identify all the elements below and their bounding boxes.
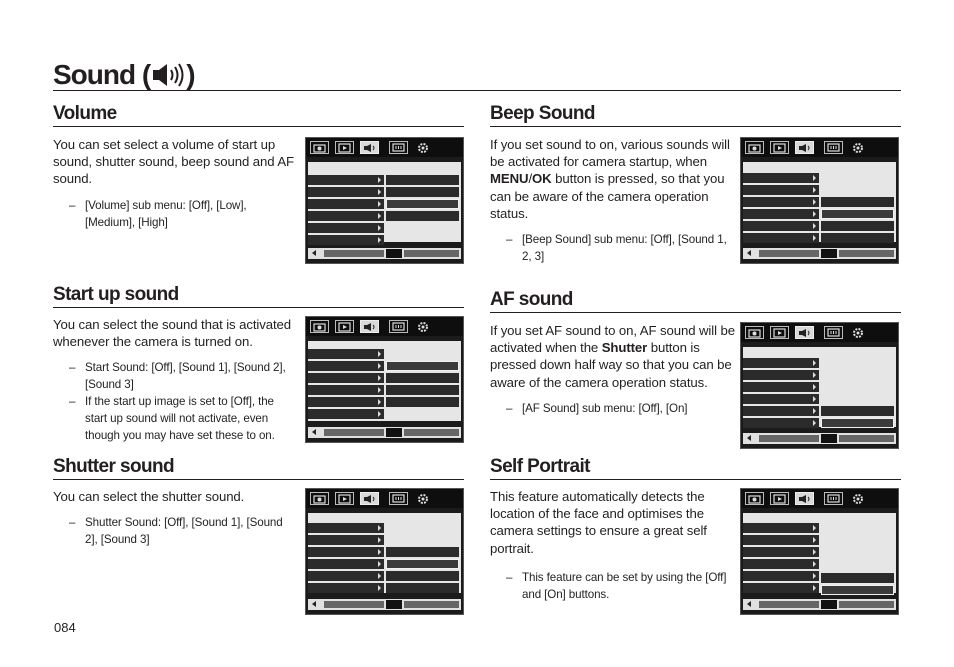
menu-key-label: MENU <box>490 171 529 187</box>
left-arrow-icon <box>747 435 751 441</box>
menu-row <box>743 370 819 380</box>
camera-mode-icon <box>745 141 764 154</box>
section-heading: Self Portrait <box>490 456 901 480</box>
menu-row <box>743 233 819 243</box>
menu-row <box>743 197 819 207</box>
playback-icon <box>335 492 354 505</box>
menu-option <box>821 197 894 207</box>
menu-row <box>308 571 384 581</box>
camera-mode-icon <box>310 141 329 154</box>
menu-row <box>308 223 384 233</box>
settings-icon <box>849 141 868 154</box>
text-part: button is pressed, so that you can be aware of the camera operation status. <box>490 171 725 221</box>
display-icon <box>824 326 843 339</box>
left-arrow-icon <box>312 429 316 435</box>
menu-bottom-bar <box>743 248 896 259</box>
menu-option <box>821 573 894 583</box>
menu-option <box>386 571 459 581</box>
menu-row <box>308 559 384 569</box>
playback-icon <box>770 141 789 154</box>
page-title-close: ) <box>186 59 195 90</box>
left-arrow-icon <box>747 601 751 607</box>
menu-option <box>386 373 459 383</box>
camera-mode-icon <box>745 326 764 339</box>
playback-icon <box>335 141 354 154</box>
menu-row <box>743 547 819 557</box>
menu-row <box>743 394 819 404</box>
settings-icon <box>414 320 433 333</box>
camera-menu-screen-shutter <box>305 488 464 615</box>
display-icon <box>824 492 843 505</box>
section-text: You can set select a volume of start up sound, shutter sound, beep sound and AF sound. <box>53 137 294 187</box>
menu-row <box>308 523 384 533</box>
menu-option-selected <box>821 418 894 428</box>
menu-row <box>308 583 384 593</box>
bullet-list <box>53 197 293 231</box>
menu-row <box>743 535 819 545</box>
bullet-list <box>53 359 293 444</box>
section-text: This feature automatically detects the location of the face and optimises the camera settings to ensure a great self portrait. <box>490 489 707 556</box>
sound-icon <box>360 492 379 505</box>
ok-key-label: OK <box>532 171 552 187</box>
camera-menu-screen-beep <box>740 137 899 264</box>
menu-row <box>743 559 819 569</box>
menu-row <box>308 199 384 209</box>
title-divider <box>53 90 901 91</box>
menu-row <box>308 187 384 197</box>
menu-option <box>386 385 459 395</box>
display-icon <box>824 141 843 154</box>
menu-row <box>743 418 819 428</box>
section-heading: AF sound <box>490 289 901 313</box>
menu-option-selected <box>386 361 459 371</box>
section-heading: Beep Sound <box>490 103 901 127</box>
menu-row <box>743 523 819 533</box>
menu-option <box>386 187 459 197</box>
menu-tabs <box>741 323 898 342</box>
menu-bottom-bar <box>308 599 461 610</box>
menu-row <box>308 397 384 407</box>
sound-icon <box>795 141 814 154</box>
menu-row <box>308 409 384 419</box>
section-text: You can select the shutter sound. <box>53 489 245 504</box>
sound-icon <box>795 326 814 339</box>
bullet-item: – Start Sound: [Off], [Sound 1], [Sound 2], [Sound 3] <box>53 359 293 393</box>
left-arrow-icon <box>312 250 316 256</box>
section-text <box>490 136 736 222</box>
sound-icon <box>360 320 379 333</box>
settings-icon <box>849 492 868 505</box>
camera-mode-icon <box>745 492 764 505</box>
menu-row <box>743 571 819 581</box>
menu-row <box>743 185 819 195</box>
section-heading: Shutter sound <box>53 456 464 480</box>
menu-bottom-bar <box>308 427 461 438</box>
menu-row <box>308 349 384 359</box>
sound-icon <box>360 141 379 154</box>
text-part: / <box>528 171 533 187</box>
bullet-item: – Shutter Sound: [Off], [Sound 1], [Sound 2], [Sound 3] <box>53 514 293 548</box>
menu-option-selected <box>386 559 459 569</box>
display-icon <box>389 141 408 154</box>
menu-option <box>821 406 894 416</box>
bullet-item: – [Volume] sub menu: [Off], [Low], [Medium], [High] <box>53 197 293 231</box>
settings-icon <box>849 326 868 339</box>
bullet-item: – This feature can be set by using the [Off] and [On] buttons. <box>490 569 738 603</box>
bullet-item: – [Beep Sound] sub menu: [Off], [Sound 1, 2, 3] <box>490 231 730 265</box>
menu-option-selected <box>386 199 459 209</box>
bullet-item: – If the start up image is set to [Off], the start up sound will not activate, even though you may have set these to on. <box>53 393 293 444</box>
menu-row <box>743 221 819 231</box>
menu-tabs <box>306 138 463 157</box>
page-number: 084 <box>54 620 76 635</box>
menu-option <box>821 221 894 231</box>
text-part: If you set AF sound to on, AF sound will be activated when the <box>490 323 735 356</box>
playback-icon <box>335 320 354 333</box>
menu-tabs <box>306 489 463 508</box>
menu-bottom-bar <box>308 248 461 259</box>
bullet-list <box>490 569 738 603</box>
camera-menu-screen-self-portrait <box>740 488 899 615</box>
menu-row <box>308 385 384 395</box>
shutter-key-label: Shutter <box>601 340 648 356</box>
menu-bottom-bar <box>743 433 896 444</box>
left-arrow-icon <box>747 250 751 256</box>
menu-row <box>308 535 384 545</box>
menu-tabs <box>741 138 898 157</box>
text-part: button is pressed down half way so that you can be aware of the camera operation status. <box>490 340 732 390</box>
menu-row <box>743 209 819 219</box>
camera-mode-icon <box>310 492 329 505</box>
menu-bottom-bar <box>743 599 896 610</box>
camera-menu-screen-volume <box>305 137 464 264</box>
menu-option <box>386 547 459 557</box>
menu-row <box>743 173 819 183</box>
menu-option <box>386 397 459 407</box>
bullet-item: – [AF Sound] sub menu: [Off], [On] <box>490 400 730 417</box>
page-title <box>53 58 195 92</box>
text-part: If you set sound to on, various sounds will be activated for camera startup, when <box>490 137 730 170</box>
camera-menu-screen-startup <box>305 316 464 443</box>
display-icon <box>389 492 408 505</box>
menu-option <box>821 233 894 243</box>
left-arrow-icon <box>312 601 316 607</box>
section-heading: Volume <box>53 103 464 127</box>
menu-tabs <box>741 489 898 508</box>
camera-mode-icon <box>310 320 329 333</box>
camera-menu-screen-af <box>740 322 899 449</box>
menu-row <box>743 382 819 392</box>
section-text: You can select the sound that is activated whenever the camera is turned on. <box>53 317 291 350</box>
menu-row <box>308 235 384 245</box>
menu-row <box>743 583 819 593</box>
menu-tabs <box>306 317 463 336</box>
settings-icon <box>414 141 433 154</box>
bullet-list <box>490 231 730 265</box>
bullet-list <box>490 400 730 417</box>
menu-row <box>308 361 384 371</box>
playback-icon <box>770 326 789 339</box>
display-icon <box>389 320 408 333</box>
sound-icon <box>795 492 814 505</box>
playback-icon <box>770 492 789 505</box>
menu-row <box>308 211 384 221</box>
menu-option <box>386 583 459 593</box>
bullet-list <box>53 514 293 548</box>
menu-row <box>308 547 384 557</box>
speaker-icon <box>151 61 185 89</box>
section-heading: Start up sound <box>53 284 464 308</box>
menu-row <box>308 373 384 383</box>
menu-option-selected <box>821 209 894 219</box>
menu-row <box>308 175 384 185</box>
settings-icon <box>414 492 433 505</box>
menu-row <box>743 358 819 368</box>
menu-option <box>386 211 459 221</box>
menu-row <box>743 406 819 416</box>
menu-option-selected <box>821 585 894 595</box>
menu-option <box>386 175 459 185</box>
section-text <box>490 322 736 391</box>
page-title-text: Sound ( <box>53 59 151 90</box>
